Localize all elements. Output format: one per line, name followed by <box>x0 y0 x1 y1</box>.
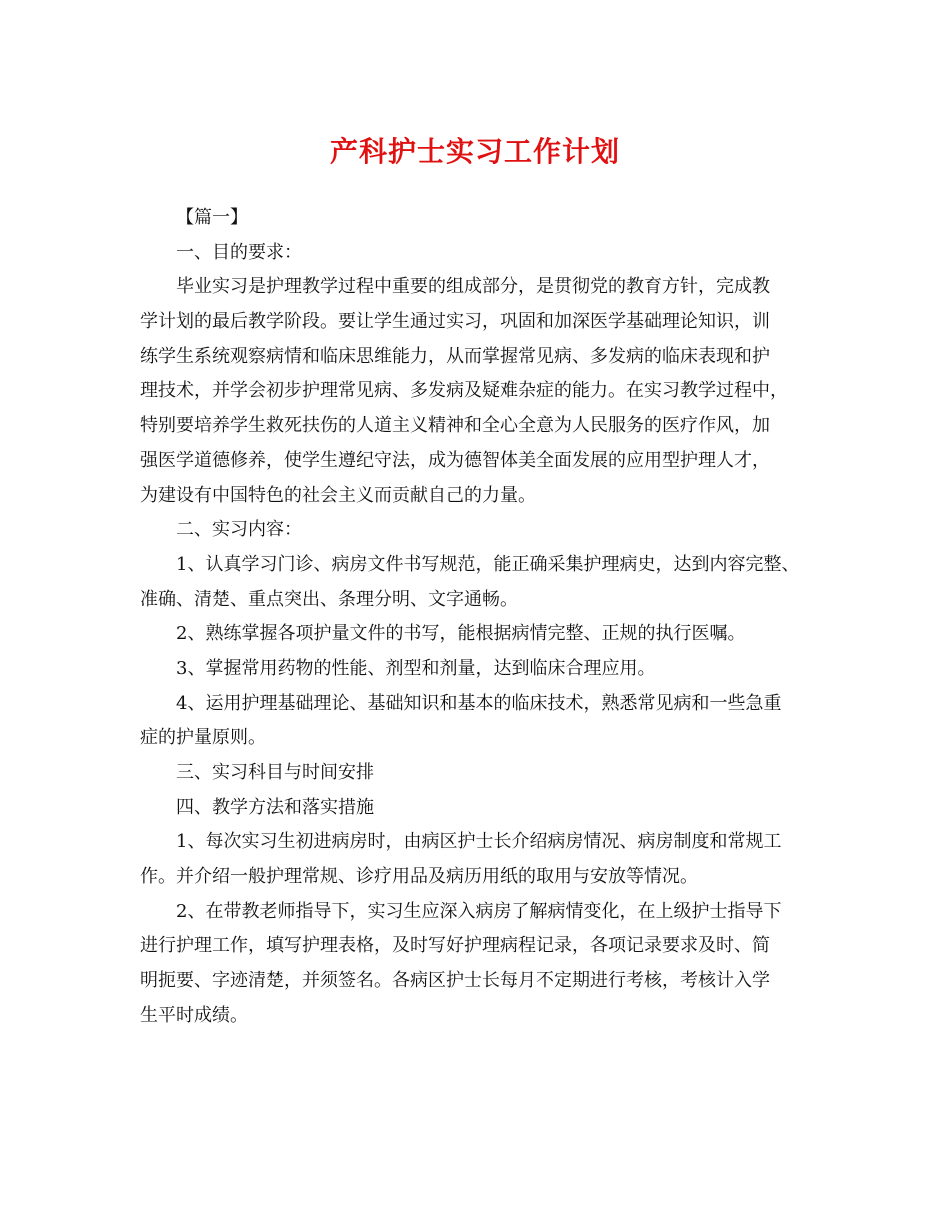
text-line: 准确、清楚、重点突出、条理分明、文字通畅。 <box>140 588 518 610</box>
text-line: 四、教学方法和落实措施 <box>176 796 374 818</box>
text-line: 明扼要、字迹清楚，并须签名。各病区护士长每月不定期进行考核，考核计入学 <box>140 970 770 992</box>
text-line: 为建设有中国特色的社会主义而贡献自己的力量。 <box>140 484 536 506</box>
text-line: 3、掌握常用药物的性能、剂型和剂量，达到临床合理应用。 <box>176 657 656 679</box>
document-body <box>140 201 820 1034</box>
text-line: 进行护理工作，填写护理表格，及时写好护理病程记录，各项记录要求及时、简 <box>140 935 770 957</box>
text-line: 学计划的最后教学阶段。要让学生通过实习，巩固和加深医学基础理论知识，训 <box>140 311 770 333</box>
text-line: 症的护量原则。 <box>140 727 266 749</box>
text-line: 毕业实习是护理教学过程中重要的组成部分，是贯彻党的教育方针，完成教 <box>176 276 770 298</box>
text-line: 1、每次实习生初进病房时，由病区护士长介绍病房情况、病房制度和常规工 <box>176 831 782 853</box>
text-line: 特别要培养学生救死扶伤的人道主义精神和全心全意为人民服务的医疗作风，加 <box>140 415 770 437</box>
text-line: 二、实习内容： <box>176 519 302 541</box>
text-line: 【篇一】 <box>176 207 248 228</box>
text-line: 作。并介绍一般护理常规、诊疗用品及病历用纸的取用与安放等情况。 <box>140 866 698 888</box>
text-line: 练学生系统观察病情和临床思维能力，从而掌握常见病、多发病的临床表现和护 <box>140 345 770 367</box>
text-line: 4、运用护理基础理论、基础知识和基本的临床技术，熟悉常见病和一些急重 <box>176 692 782 714</box>
text-line: 强医学道德修养，使学生遵纪守法，成为德智体美全面发展的应用型护理人才， <box>140 449 770 471</box>
text-line: 理技术，并学会初步护理常见病、多发病及疑难杂症的能力。在实习教学过程中， <box>140 380 788 402</box>
text-line: 三、实习科目与时间安排 <box>176 762 374 783</box>
text-line: 生平时成绩。 <box>140 1004 248 1026</box>
text-line: 2、在带教老师指导下，实习生应深入病房了解病情变化，在上级护士指导下 <box>176 900 782 922</box>
document-title: 产科护士实习工作计划 <box>329 135 620 168</box>
text-line: 1、认真学习门诊、病房文件书写规范，能正确采集护理病史，达到内容完整、 <box>176 553 800 575</box>
text-line: 一、目的要求： <box>176 241 302 263</box>
text-line: 2、熟练掌握各项护量文件的书写，能根据病情完整、正规的执行医嘱。 <box>176 623 746 645</box>
